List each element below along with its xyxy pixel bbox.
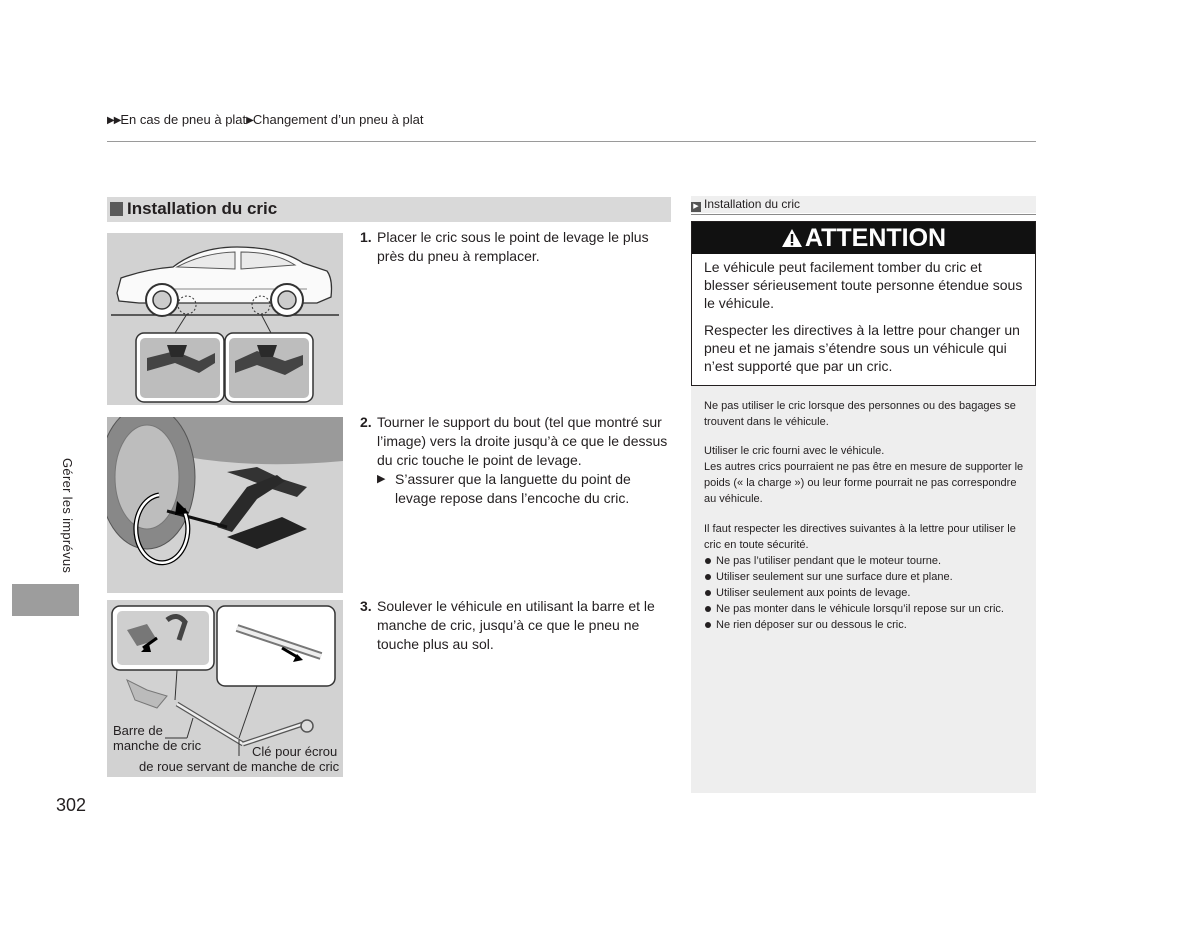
section-title: Installation du cric xyxy=(127,199,278,218)
breadcrumb-item-flat-tire[interactable]: En cas de pneu à plat xyxy=(120,112,247,127)
chapter-tab-label: Gérer les imprévus xyxy=(60,458,75,574)
warning-box xyxy=(691,221,1036,386)
list-item: Utiliser seulement aux points de levage. xyxy=(704,585,1029,601)
breadcrumb-arrow-icon: ▶ xyxy=(246,115,253,126)
label-wheel-wrench-1: Clé pour écrou xyxy=(252,744,338,759)
list-item: Ne pas monter dans le véhicule lorsqu’il repose sur un cric. xyxy=(704,601,1029,617)
list-item: Ne rien déposer sur ou dessous le cric. xyxy=(704,617,1029,633)
note-no-passengers: Ne pas utiliser le cric lorsque des personnes ou des bagages se trouvent dans le véhicule. xyxy=(704,400,1016,428)
step-3 xyxy=(360,597,672,654)
figure-jack-points xyxy=(107,233,343,405)
breadcrumb-arrow-icon: ▶▶ xyxy=(107,115,121,126)
header-divider xyxy=(107,141,1036,142)
car-jack-points-illustration xyxy=(107,233,343,405)
arrow-right-icon: ▶ xyxy=(377,473,386,485)
safety-bullet-list xyxy=(704,553,1029,633)
breadcrumb-item-changing-tire[interactable]: Changement d’un pneu à plat xyxy=(252,112,424,127)
step-subnote-text: S’assurer que la languette du point de levage repose dans l’encoche du cric. xyxy=(395,471,631,506)
step-number: 1. xyxy=(360,229,372,245)
section-heading xyxy=(107,197,671,222)
chapter-tab[interactable] xyxy=(12,584,79,616)
figure-jack-handle xyxy=(107,600,343,777)
note-use-supplied-jack: Utiliser le cric fourni avec le véhicule. xyxy=(704,445,885,457)
sidebar-divider xyxy=(691,214,1036,215)
page-number: 302 xyxy=(56,795,87,815)
warning-paragraph-2: Respecter les directives à la lettre pour changer un pneu et ne jamais s’étendre sous un véhicule qui n’est supporté que par un cric. xyxy=(704,322,1020,374)
list-item: Utiliser seulement sur une surface dure et plane. xyxy=(704,569,1029,585)
sidebar-heading-text: Installation du cric xyxy=(704,197,801,211)
section-square-icon xyxy=(110,202,123,216)
warning-triangle-icon xyxy=(781,228,803,248)
step-text: Soulever le véhicule en utilisant la barre et le manche de cric, jusqu’à ce que le pneu ne touche plus au sol. xyxy=(377,598,655,652)
step-1 xyxy=(360,228,672,266)
figure-jack-turning xyxy=(107,417,343,593)
step-number: 3. xyxy=(360,598,372,614)
note-other-jacks: Les autres crics pourraient ne pas être en mesure de supporter le poids (« la charge ») ou leur forme pourrait ne pas correspondre au véhicule. xyxy=(704,461,1024,505)
warning-paragraph-1: Le véhicule peut facilement tomber du cric et blesser sérieusement toute personne étendue sous le véhicule. xyxy=(704,259,1023,311)
warning-title: ATTENTION xyxy=(804,224,947,252)
step-text: Placer le cric sous le point de levage le plus près du pneu à remplacer. xyxy=(377,229,649,264)
list-item: Ne pas l’utiliser pendant que le moteur tourne. xyxy=(704,553,1029,569)
sidebar-heading xyxy=(691,196,1036,213)
notes-box xyxy=(691,386,1036,793)
reference-link-icon: ▶ xyxy=(691,202,701,212)
step-subnote xyxy=(377,470,672,508)
label-wheel-wrench-2: de roue servant de manche de cric xyxy=(139,759,340,774)
warning-header xyxy=(692,222,1035,254)
jack-turning-illustration xyxy=(107,417,343,593)
note-follow-instructions: Il faut respecter les directives suivantes à la lettre pour utiliser le cric en toute sécurité. xyxy=(704,523,1016,551)
label-jack-handle-bar: Barre de manche de cric xyxy=(113,723,202,753)
step-number: 2. xyxy=(360,414,372,430)
step-text: Tourner le support du bout (tel que montré sur l’image) vers la droite jusqu’à ce que le dessus du cric touche le point de levage. xyxy=(377,414,668,468)
breadcrumb xyxy=(107,112,423,127)
step-2 xyxy=(360,413,672,508)
